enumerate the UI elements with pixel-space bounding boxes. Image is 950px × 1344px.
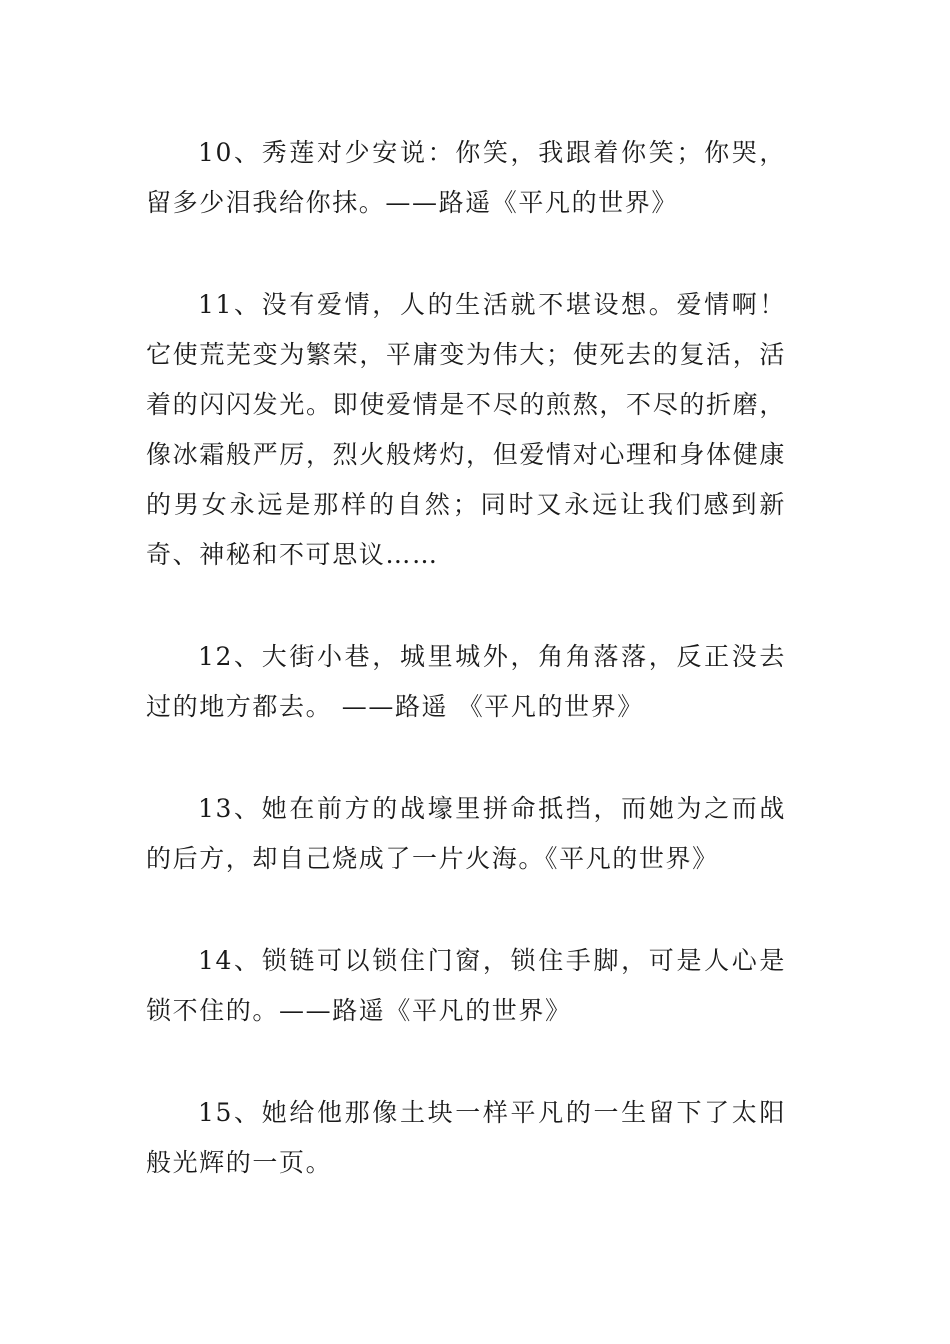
quote-paragraph-11: 11、没有爱情，人的生活就不堪设想。爱情啊！它使荒芜变为繁荣，平庸变为伟大；使死去的复活，活着的闪闪发光。即使爱情是不尽的煎熬，不尽的折磨，像冰霜般严厉，烈火般烤灼，但爱情对心理和身体健康的男女永远是那样的自然；同时又永远让我们感到新奇、神秘和不可思议…… [146, 290, 786, 569]
quote-paragraph-13: 13、她在前方的战壕里拼命抵挡，而她为之而战的后方，却自己烧成了一片火海。《平凡的世界》 [146, 794, 786, 873]
quote-paragraph-12: 12、大街小巷，城里城外，角角落落，反正没去过的地方都去。 ——路遥 《平凡的世界》 [146, 642, 786, 721]
quote-paragraph-14: 14、锁链可以锁住门窗，锁住手脚，可是人心是锁不住的。——路遥《平凡的世界》 [146, 946, 786, 1025]
quote-paragraph-10: 10、秀莲对少安说：你笑，我跟着你笑；你哭，留多少泪我给你抹。——路遥《平凡的世界》 [146, 138, 786, 217]
quote-paragraph-15: 15、她给他那像土块一样平凡的一生留下了太阳般光辉的一页。 [146, 1098, 786, 1177]
document-body [146, 128, 786, 1240]
